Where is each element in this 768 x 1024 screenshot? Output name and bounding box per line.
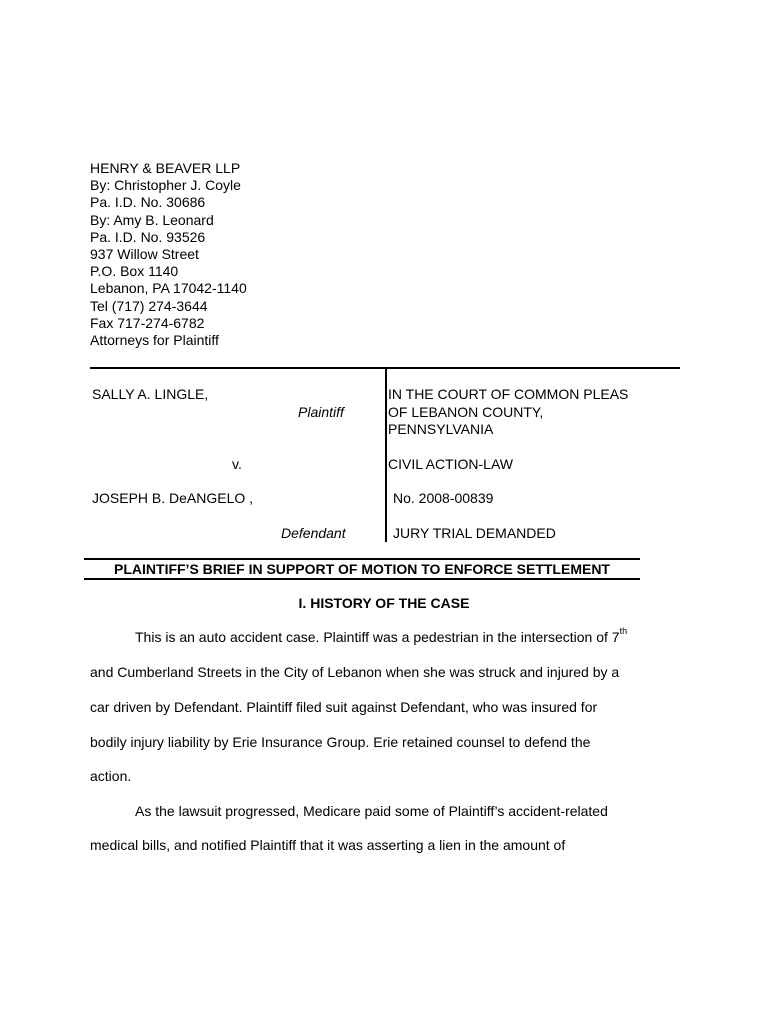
counsel-role: Attorneys for Plaintiff (90, 332, 219, 349)
city-state-zip: Lebanon, PA 17042-1140 (90, 280, 247, 297)
attorney-2-id: Pa. I.D. No. 93526 (90, 228, 206, 245)
p1-line-2: and Cumberland Streets in the City of Lebanon when she was struck and injured by a (90, 664, 620, 680)
versus: v. (232, 456, 242, 472)
attorney-2: By: Amy B. Leonard (90, 211, 214, 228)
defendant-name: JOSEPH B. DeANGELO , (92, 490, 254, 506)
p1-line-4: bodily injury liability by Erie Insurance Group. Erie retained counsel to defend the (90, 734, 591, 750)
p2-line-1: As the lawsuit progressed, Medicare paid some of Plaintiff’s accident-related (135, 803, 608, 819)
plaintiff-name: SALLY A. LINGLE, (92, 386, 209, 402)
street-address: 937 Willow Street (90, 246, 199, 263)
brief-title: PLAINTIFF’S BRIEF IN SUPPORT OF MOTION TO ENFORCE SETTLEMENT (114, 561, 610, 577)
caption-divider (385, 369, 387, 542)
p1-line-3: car driven by Defendant. Plaintiff filed suit against Defendant, who was insured for (90, 699, 598, 715)
court-line-1: IN THE COURT OF COMMON PLEAS (388, 386, 629, 402)
court-line-3: PENNSYLVANIA (388, 421, 494, 437)
p1-line-1-text: This is an auto accident case. Plaintiff was a pedestrian in the intersection of 7 (135, 629, 620, 645)
telephone: Tel (717) 274-3644 (90, 297, 208, 314)
attorney-1-id: Pa. I.D. No. 30686 (90, 194, 206, 211)
court-name (388, 386, 628, 439)
jury-demand: JURY TRIAL DEMANDED (393, 525, 556, 541)
ordinal-suffix: th (619, 626, 628, 636)
attorney-1: By: Christopher J. Coyle (90, 177, 241, 194)
defendant-label: Defendant (281, 525, 346, 541)
p2-line-2: medical bills, and notified Plaintiff that it was asserting a lien in the amount of (90, 837, 566, 853)
firm-name: HENRY & BEAVER LLP (90, 160, 241, 176)
section-heading: I. HISTORY OF THE CASE (298, 595, 470, 611)
fax: Fax 717-274-6782 (90, 314, 205, 331)
court-line-2: OF LEBANON COUNTY, (388, 403, 544, 420)
p1-line-5: action. (90, 768, 132, 784)
counsel-block (90, 160, 247, 349)
plaintiff-label: Plaintiff (298, 404, 344, 420)
po-box: P.O. Box 1140 (90, 263, 179, 280)
brief-title-box (84, 558, 640, 580)
action-type: CIVIL ACTION-LAW (388, 456, 513, 472)
p1-line-1 (135, 626, 628, 645)
docket-number: No. 2008-00839 (393, 490, 494, 506)
